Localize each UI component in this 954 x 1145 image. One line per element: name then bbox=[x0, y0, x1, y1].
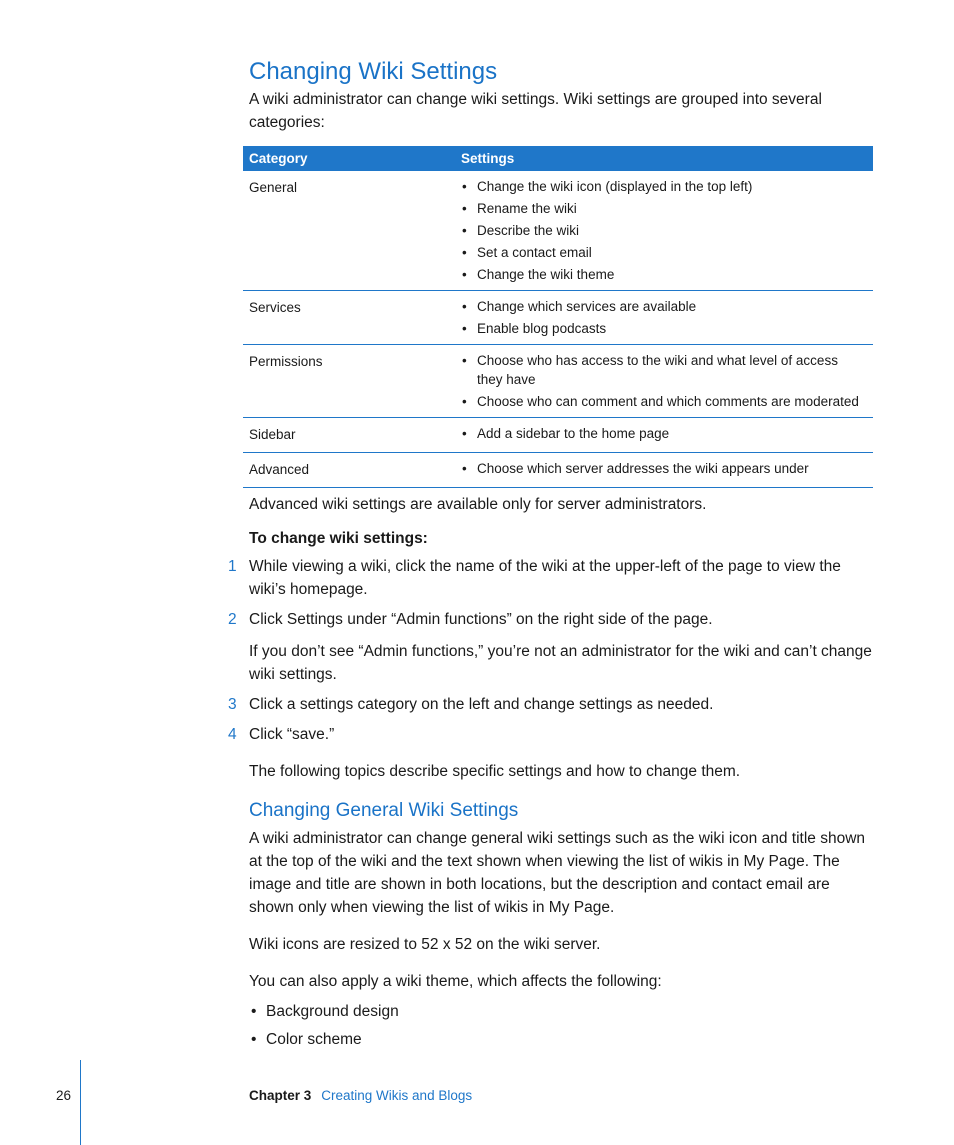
settings-list bbox=[461, 297, 867, 338]
list-item: • Choose which server addresses the wiki appears under bbox=[462, 461, 809, 476]
step-3 bbox=[228, 693, 873, 716]
theme-paragraph: You can also apply a wiki theme, which affects the following: bbox=[249, 973, 662, 990]
list-item: • Change the wiki icon (displayed in the top left) bbox=[462, 179, 753, 194]
table-row bbox=[243, 171, 873, 291]
step-text: Click a settings category on the left and change settings as needed. bbox=[249, 696, 714, 713]
step-number: 2 bbox=[228, 611, 237, 628]
list-item: • Color scheme bbox=[249, 1028, 362, 1051]
table-row bbox=[243, 291, 873, 345]
settings-list bbox=[461, 459, 867, 478]
column-header-settings: Settings bbox=[455, 146, 873, 171]
page-number: 26 bbox=[56, 1088, 72, 1103]
settings-list bbox=[461, 424, 867, 443]
settings-cell bbox=[455, 291, 873, 345]
step-4 bbox=[228, 723, 873, 746]
list-item: • Rename the wiki bbox=[462, 201, 577, 216]
settings-cell bbox=[455, 345, 873, 418]
category-cell: General bbox=[243, 171, 455, 291]
bullet-glyph: • bbox=[462, 179, 467, 194]
chapter-title: Creating Wikis and Blogs bbox=[321, 1088, 473, 1103]
list-item: • Choose who has access to the wiki and what level of access they have bbox=[462, 353, 838, 387]
settings-cell bbox=[455, 171, 873, 291]
bullet-glyph: • bbox=[251, 1031, 257, 1048]
category-cell: Permissions bbox=[243, 345, 455, 418]
settings-cell bbox=[455, 418, 873, 453]
step-text: While viewing a wiki, click the name of the wiki at the upper-left of the page to view the wiki’s homepage. bbox=[249, 558, 841, 598]
bullet-glyph: • bbox=[462, 223, 467, 238]
table-header-row bbox=[243, 146, 873, 171]
bullet-glyph: • bbox=[462, 321, 467, 336]
list-item: • Add a sidebar to the home page bbox=[462, 426, 670, 441]
step-text: Click Settings under “Admin functions” on the right side of the page. bbox=[249, 611, 713, 628]
bullet-glyph: • bbox=[462, 353, 467, 368]
category-cell: Sidebar bbox=[243, 418, 455, 453]
list-item: • Background design bbox=[249, 1000, 399, 1023]
section-heading: Changing General Wiki Settings bbox=[249, 800, 519, 821]
footer-chapter bbox=[249, 1088, 472, 1103]
table-row bbox=[243, 345, 873, 418]
following-topics-paragraph: The following topics describe specific settings and how to change them. bbox=[249, 763, 741, 780]
list-item: • Choose who can comment and which comments are moderated bbox=[462, 394, 859, 409]
column-header-category: Category bbox=[243, 146, 455, 171]
settings-cell bbox=[455, 453, 873, 488]
chapter-label: Chapter 3 bbox=[249, 1088, 312, 1103]
general-settings-paragraph: A wiki administrator can change general wiki settings such as the wiki icon and title shown at the top of the wiki and the text shown when viewing the list of wikis in My Page. The image and title are shown in both locations, but the description and contact email are shown only when viewing the list of wikis in My Page. bbox=[249, 830, 866, 916]
step-1 bbox=[228, 555, 873, 601]
list-item: • Change which services are available bbox=[462, 299, 697, 314]
list-item: • Describe the wiki bbox=[462, 223, 580, 238]
step-2 bbox=[228, 608, 873, 631]
bullet-glyph: • bbox=[462, 426, 467, 441]
settings-list bbox=[461, 351, 867, 411]
step-number: 3 bbox=[228, 696, 237, 713]
step-number: 4 bbox=[228, 726, 237, 743]
page-title: Changing Wiki Settings bbox=[249, 58, 498, 85]
settings-table bbox=[243, 146, 873, 488]
list-item: • Change the wiki theme bbox=[462, 267, 615, 282]
table-row bbox=[243, 418, 873, 453]
step-2-note: If you don’t see “Admin functions,” you’re not an administrator for the wiki and can’t change wiki settings. bbox=[249, 643, 872, 683]
settings-list bbox=[461, 177, 867, 284]
procedure-heading: To change wiki settings: bbox=[249, 530, 428, 547]
bullet-glyph: • bbox=[462, 394, 467, 409]
category-cell: Advanced bbox=[243, 453, 455, 488]
list-item: • Enable blog podcasts bbox=[462, 321, 607, 336]
footer-divider bbox=[80, 1060, 81, 1145]
table-row bbox=[243, 453, 873, 488]
bullet-glyph: • bbox=[462, 461, 467, 476]
step-number: 1 bbox=[228, 558, 237, 575]
bullet-glyph: • bbox=[462, 267, 467, 282]
bullet-glyph: • bbox=[251, 1003, 257, 1020]
category-cell: Services bbox=[243, 291, 455, 345]
list-item: • Set a contact email bbox=[462, 245, 592, 260]
bullet-glyph: • bbox=[462, 299, 467, 314]
step-text: Click “save.” bbox=[249, 726, 335, 743]
icons-paragraph: Wiki icons are resized to 52 x 52 on the wiki server. bbox=[249, 936, 601, 953]
bullet-glyph: • bbox=[462, 245, 467, 260]
advanced-note: Advanced wiki settings are available only for server administrators. bbox=[249, 496, 707, 513]
bullet-glyph: • bbox=[462, 201, 467, 216]
intro-paragraph: A wiki administrator can change wiki settings. Wiki settings are grouped into several categories: bbox=[249, 91, 822, 131]
